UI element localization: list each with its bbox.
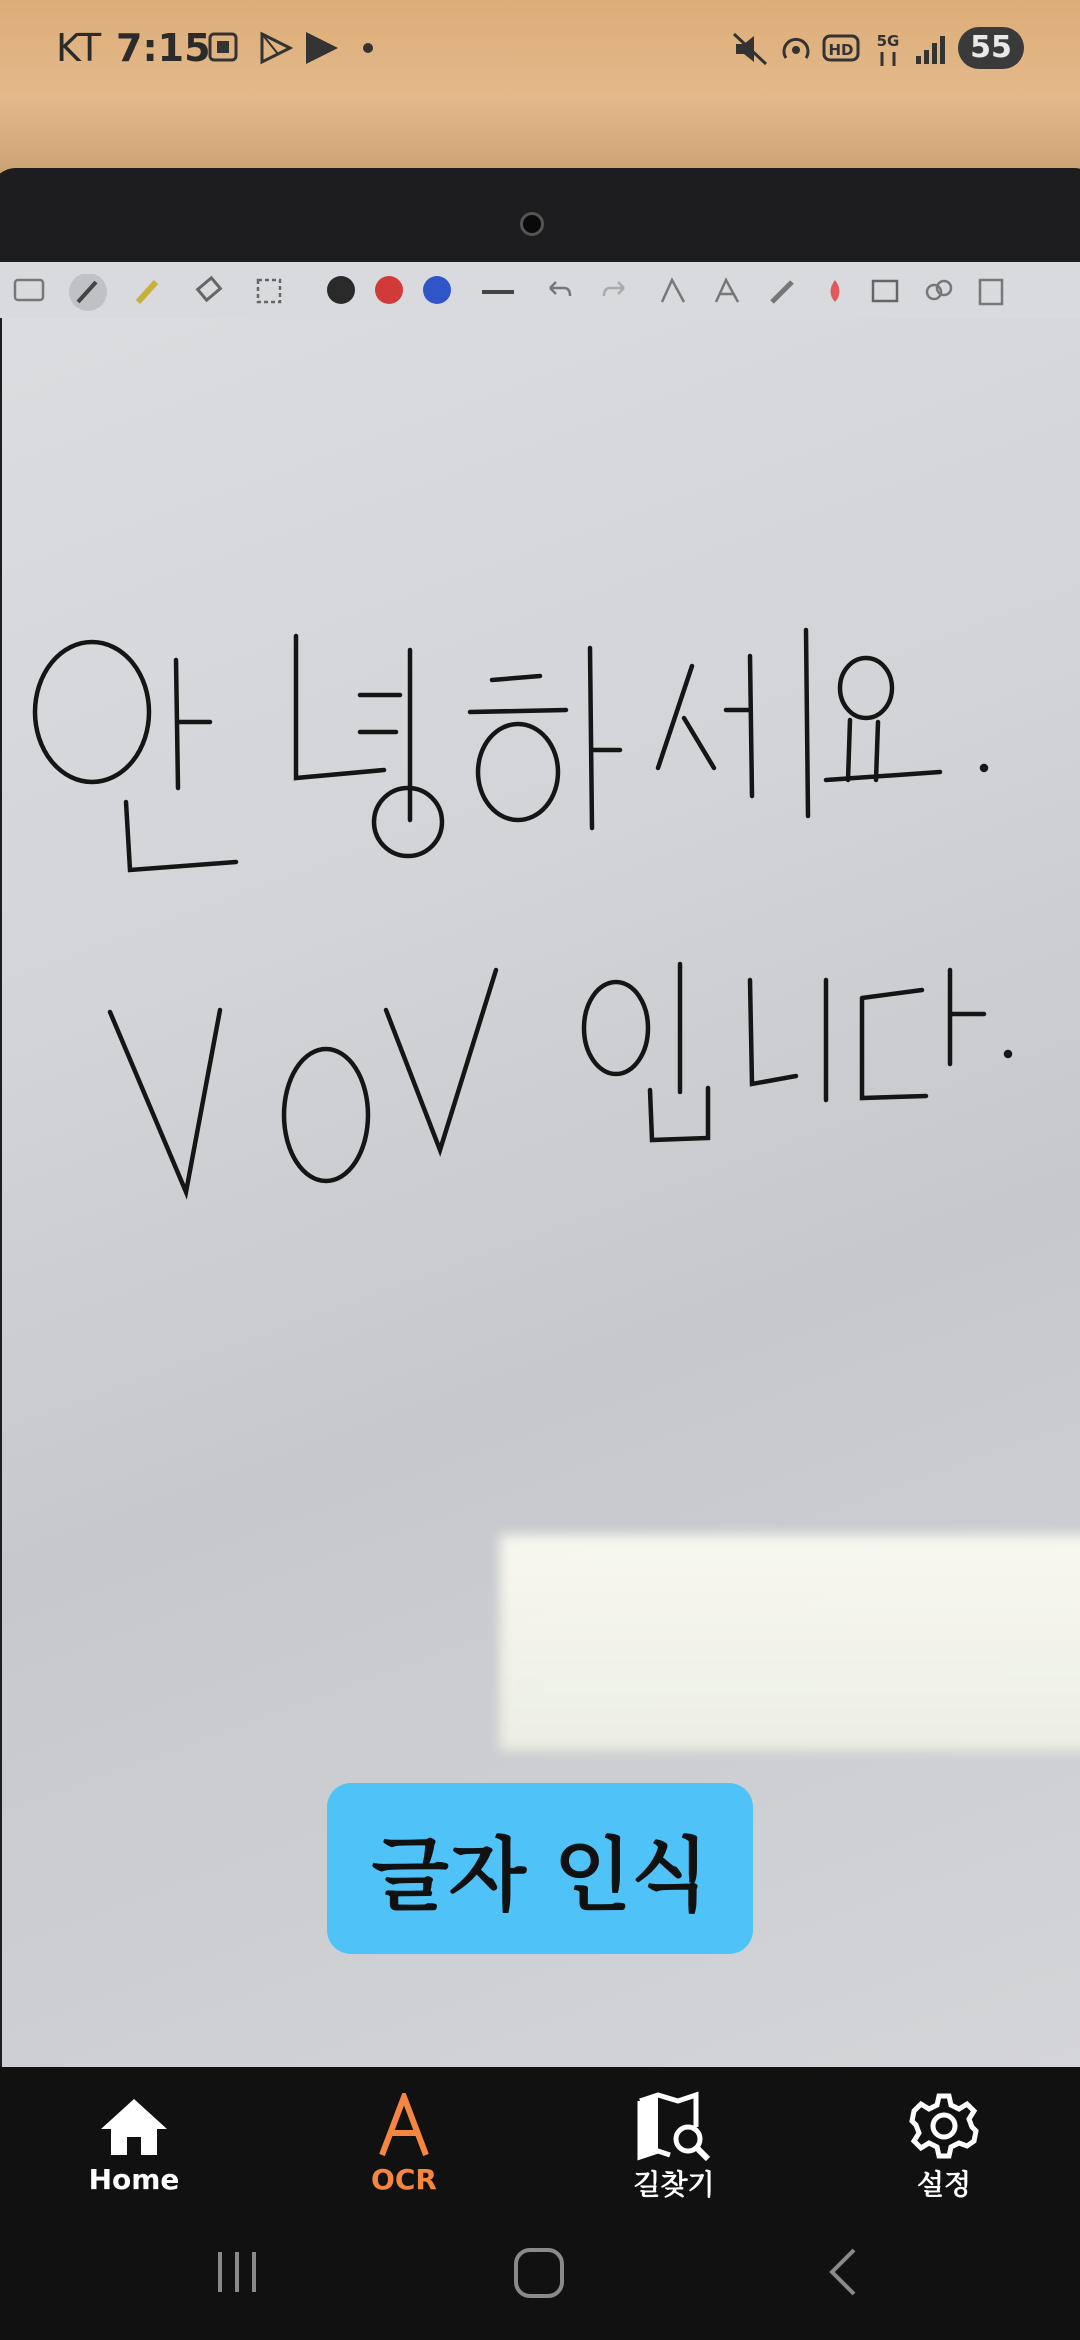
- nav-ocr-label: OCR: [371, 2163, 437, 2196]
- tablet-camera-icon: [520, 212, 544, 236]
- home-icon: [99, 2095, 169, 2157]
- nav-settings-label: 설정: [916, 2168, 972, 2201]
- insert-icon: [868, 274, 904, 310]
- clock: 7:15: [116, 26, 211, 70]
- nav-directions[interactable]: [574, 2067, 774, 2210]
- signal-strength-icon: [912, 30, 948, 68]
- page-settings-icon: [974, 274, 1010, 310]
- home-button-icon[interactable]: [510, 2242, 570, 2302]
- nav-settings[interactable]: [844, 2067, 1044, 2210]
- color-red-icon: [372, 274, 408, 310]
- media-play-icon: [302, 30, 342, 66]
- mute-icon: [730, 30, 770, 68]
- nav-ocr[interactable]: [304, 2067, 504, 2210]
- system-nav-bar: [0, 2210, 1080, 2340]
- ruler-icon: [764, 274, 800, 310]
- status-bar: [0, 0, 1080, 100]
- hotspot-icon: [776, 30, 816, 68]
- highlighter-icon: [130, 274, 166, 310]
- link-icon: [922, 274, 958, 310]
- handwriting-drawing: [0, 600, 1080, 1250]
- stroke-width-icon: [478, 274, 518, 310]
- shape-pen-icon: [656, 274, 692, 310]
- recognize-text-button[interactable]: 글자 인식: [327, 1783, 753, 1954]
- svg-text:5G: 5G: [876, 32, 900, 50]
- play-store-icon: [256, 30, 296, 66]
- recent-apps-icon[interactable]: [210, 2242, 264, 2302]
- gear-icon: [908, 2090, 980, 2162]
- carrier-label: KT: [56, 26, 102, 70]
- pen-icon: [66, 274, 112, 314]
- undo-icon: [540, 274, 576, 310]
- light-glare: [500, 1535, 1080, 1750]
- color-black-icon: [324, 274, 360, 310]
- 5g-signal-icon: [870, 30, 906, 70]
- ink-drop-icon: [818, 274, 854, 310]
- nav-home-label: Home: [88, 2163, 180, 2196]
- text-pen-icon: [710, 274, 746, 310]
- battery-indicator: 55: [958, 27, 1024, 69]
- back-icon[interactable]: [818, 2242, 868, 2302]
- redo-icon: [598, 274, 634, 310]
- screenshot-icon: [206, 30, 242, 66]
- ocr-icon: [374, 2093, 434, 2159]
- svg-text:HD: HD: [828, 41, 854, 59]
- nav-home[interactable]: [34, 2067, 234, 2210]
- color-blue-icon: [420, 274, 456, 310]
- keyboard-icon: [12, 274, 48, 306]
- nav-directions-label: 길찾기: [633, 2168, 715, 2201]
- notification-dot-icon: [360, 30, 376, 66]
- map-search-icon: [636, 2091, 712, 2161]
- hd-voice-icon: [822, 30, 862, 68]
- eraser-icon: [192, 274, 228, 310]
- bottom-nav: [0, 2067, 1080, 2210]
- lasso-select-icon: [252, 274, 288, 310]
